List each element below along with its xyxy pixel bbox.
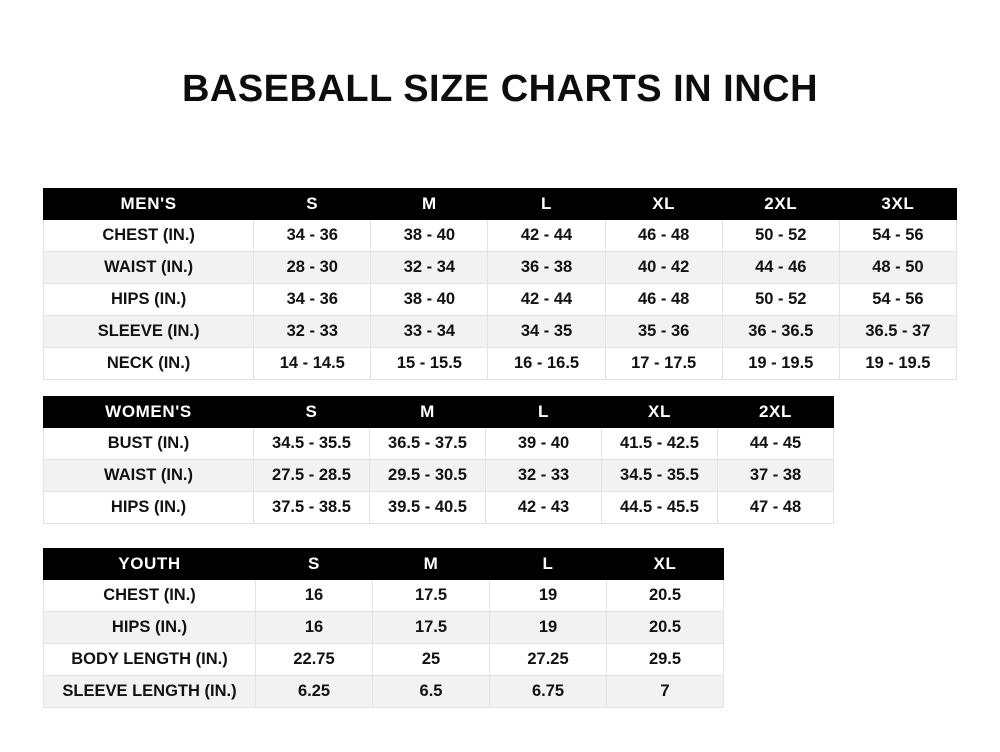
table-row: [44, 644, 724, 676]
row-label: BODY LENGTH (IN.): [44, 644, 256, 676]
column-header: XL: [605, 189, 722, 220]
table-cell: 22.75: [256, 644, 373, 676]
row-label: CHEST (IN.): [44, 220, 254, 252]
table-cell: 38 - 40: [371, 220, 488, 252]
row-label: CHEST (IN.): [44, 580, 256, 612]
column-header: YOUTH: [44, 549, 256, 580]
column-header: M: [371, 189, 488, 220]
table-cell: 32 - 34: [371, 252, 488, 284]
table-row: [44, 348, 957, 380]
table-cell: 36 - 38: [488, 252, 605, 284]
table-cell: 16 - 16.5: [488, 348, 605, 380]
table-cell: 25: [373, 644, 490, 676]
table-cell: 6.75: [490, 676, 607, 708]
table-row: [44, 428, 834, 460]
table-cell: 7: [607, 676, 724, 708]
column-header: M: [373, 549, 490, 580]
table-cell: 36 - 36.5: [722, 316, 839, 348]
row-label: BUST (IN.): [44, 428, 254, 460]
table-cell: 14 - 14.5: [254, 348, 371, 380]
table-cell: 37.5 - 38.5: [254, 492, 370, 524]
table-cell: 19: [490, 580, 607, 612]
table-cell: 33 - 34: [371, 316, 488, 348]
table-cell: 34.5 - 35.5: [254, 428, 370, 460]
table-cell: 20.5: [607, 580, 724, 612]
table-row: [44, 252, 957, 284]
table-cell: 17 - 17.5: [605, 348, 722, 380]
table-cell: 29.5: [607, 644, 724, 676]
column-header: 2XL: [722, 189, 839, 220]
table-cell: 34 - 35: [488, 316, 605, 348]
table-row: [44, 676, 724, 708]
table-cell: 39 - 40: [486, 428, 602, 460]
table-row: [44, 284, 957, 316]
row-label: SLEEVE LENGTH (IN.): [44, 676, 256, 708]
table-cell: 16: [256, 580, 373, 612]
table-header-row: [44, 189, 957, 220]
row-label: HIPS (IN.): [44, 492, 254, 524]
page-title: BASEBALL SIZE CHARTS IN INCH: [181, 68, 819, 110]
table-row: [44, 492, 834, 524]
table-cell: 29.5 - 30.5: [370, 460, 486, 492]
table-cell: 40 - 42: [605, 252, 722, 284]
table-cell: 44 - 45: [718, 428, 834, 460]
table-cell: 38 - 40: [371, 284, 488, 316]
table-cell: 27.25: [490, 644, 607, 676]
mens-size-table: [43, 188, 957, 380]
table-cell: 27.5 - 28.5: [254, 460, 370, 492]
table-row: [44, 580, 724, 612]
table-cell: 46 - 48: [605, 284, 722, 316]
table-header-row: [44, 397, 834, 428]
column-header: XL: [607, 549, 724, 580]
table-cell: 34 - 36: [254, 220, 371, 252]
table-cell: 6.5: [373, 676, 490, 708]
table-cell: 17.5: [373, 612, 490, 644]
table-cell: 39.5 - 40.5: [370, 492, 486, 524]
row-label: SLEEVE (IN.): [44, 316, 254, 348]
table-cell: 42 - 44: [488, 284, 605, 316]
column-header: S: [256, 549, 373, 580]
column-header: S: [254, 189, 371, 220]
table-row: [44, 460, 834, 492]
table-cell: 36.5 - 37: [839, 316, 956, 348]
table-cell: 46 - 48: [605, 220, 722, 252]
row-label: WAIST (IN.): [44, 252, 254, 284]
table-cell: 48 - 50: [839, 252, 956, 284]
column-header: L: [486, 397, 602, 428]
table-cell: 50 - 52: [722, 284, 839, 316]
table-header-row: [44, 549, 724, 580]
row-label: WAIST (IN.): [44, 460, 254, 492]
column-header: L: [488, 189, 605, 220]
table-row: [44, 220, 957, 252]
table-cell: 50 - 52: [722, 220, 839, 252]
table-cell: 37 - 38: [718, 460, 834, 492]
table-cell: 44 - 46: [722, 252, 839, 284]
table-cell: 32 - 33: [254, 316, 371, 348]
table-cell: 34.5 - 35.5: [602, 460, 718, 492]
table-cell: 19 - 19.5: [722, 348, 839, 380]
column-header: M: [370, 397, 486, 428]
column-header: 2XL: [718, 397, 834, 428]
table-cell: 34 - 36: [254, 284, 371, 316]
column-header: L: [490, 549, 607, 580]
youth-size-table: [43, 548, 724, 708]
table-cell: 28 - 30: [254, 252, 371, 284]
table-cell: 20.5: [607, 612, 724, 644]
table-cell: 36.5 - 37.5: [370, 428, 486, 460]
row-label: HIPS (IN.): [44, 612, 256, 644]
column-header: 3XL: [839, 189, 956, 220]
table-cell: 47 - 48: [718, 492, 834, 524]
table-cell: 41.5 - 42.5: [602, 428, 718, 460]
table-cell: 6.25: [256, 676, 373, 708]
table-row: [44, 316, 957, 348]
table-cell: 32 - 33: [486, 460, 602, 492]
table-cell: 44.5 - 45.5: [602, 492, 718, 524]
column-header: MEN'S: [44, 189, 254, 220]
table-cell: 42 - 43: [486, 492, 602, 524]
table-cell: 54 - 56: [839, 220, 956, 252]
table-cell: 54 - 56: [839, 284, 956, 316]
row-label: NECK (IN.): [44, 348, 254, 380]
table-cell: 17.5: [373, 580, 490, 612]
table-cell: 19 - 19.5: [839, 348, 956, 380]
column-header: XL: [602, 397, 718, 428]
womens-size-table: [43, 396, 834, 524]
table-cell: 15 - 15.5: [371, 348, 488, 380]
row-label: HIPS (IN.): [44, 284, 254, 316]
column-header: S: [254, 397, 370, 428]
column-header: WOMEN'S: [44, 397, 254, 428]
table-cell: 42 - 44: [488, 220, 605, 252]
table-cell: 35 - 36: [605, 316, 722, 348]
table-row: [44, 612, 724, 644]
table-cell: 16: [256, 612, 373, 644]
table-cell: 19: [490, 612, 607, 644]
